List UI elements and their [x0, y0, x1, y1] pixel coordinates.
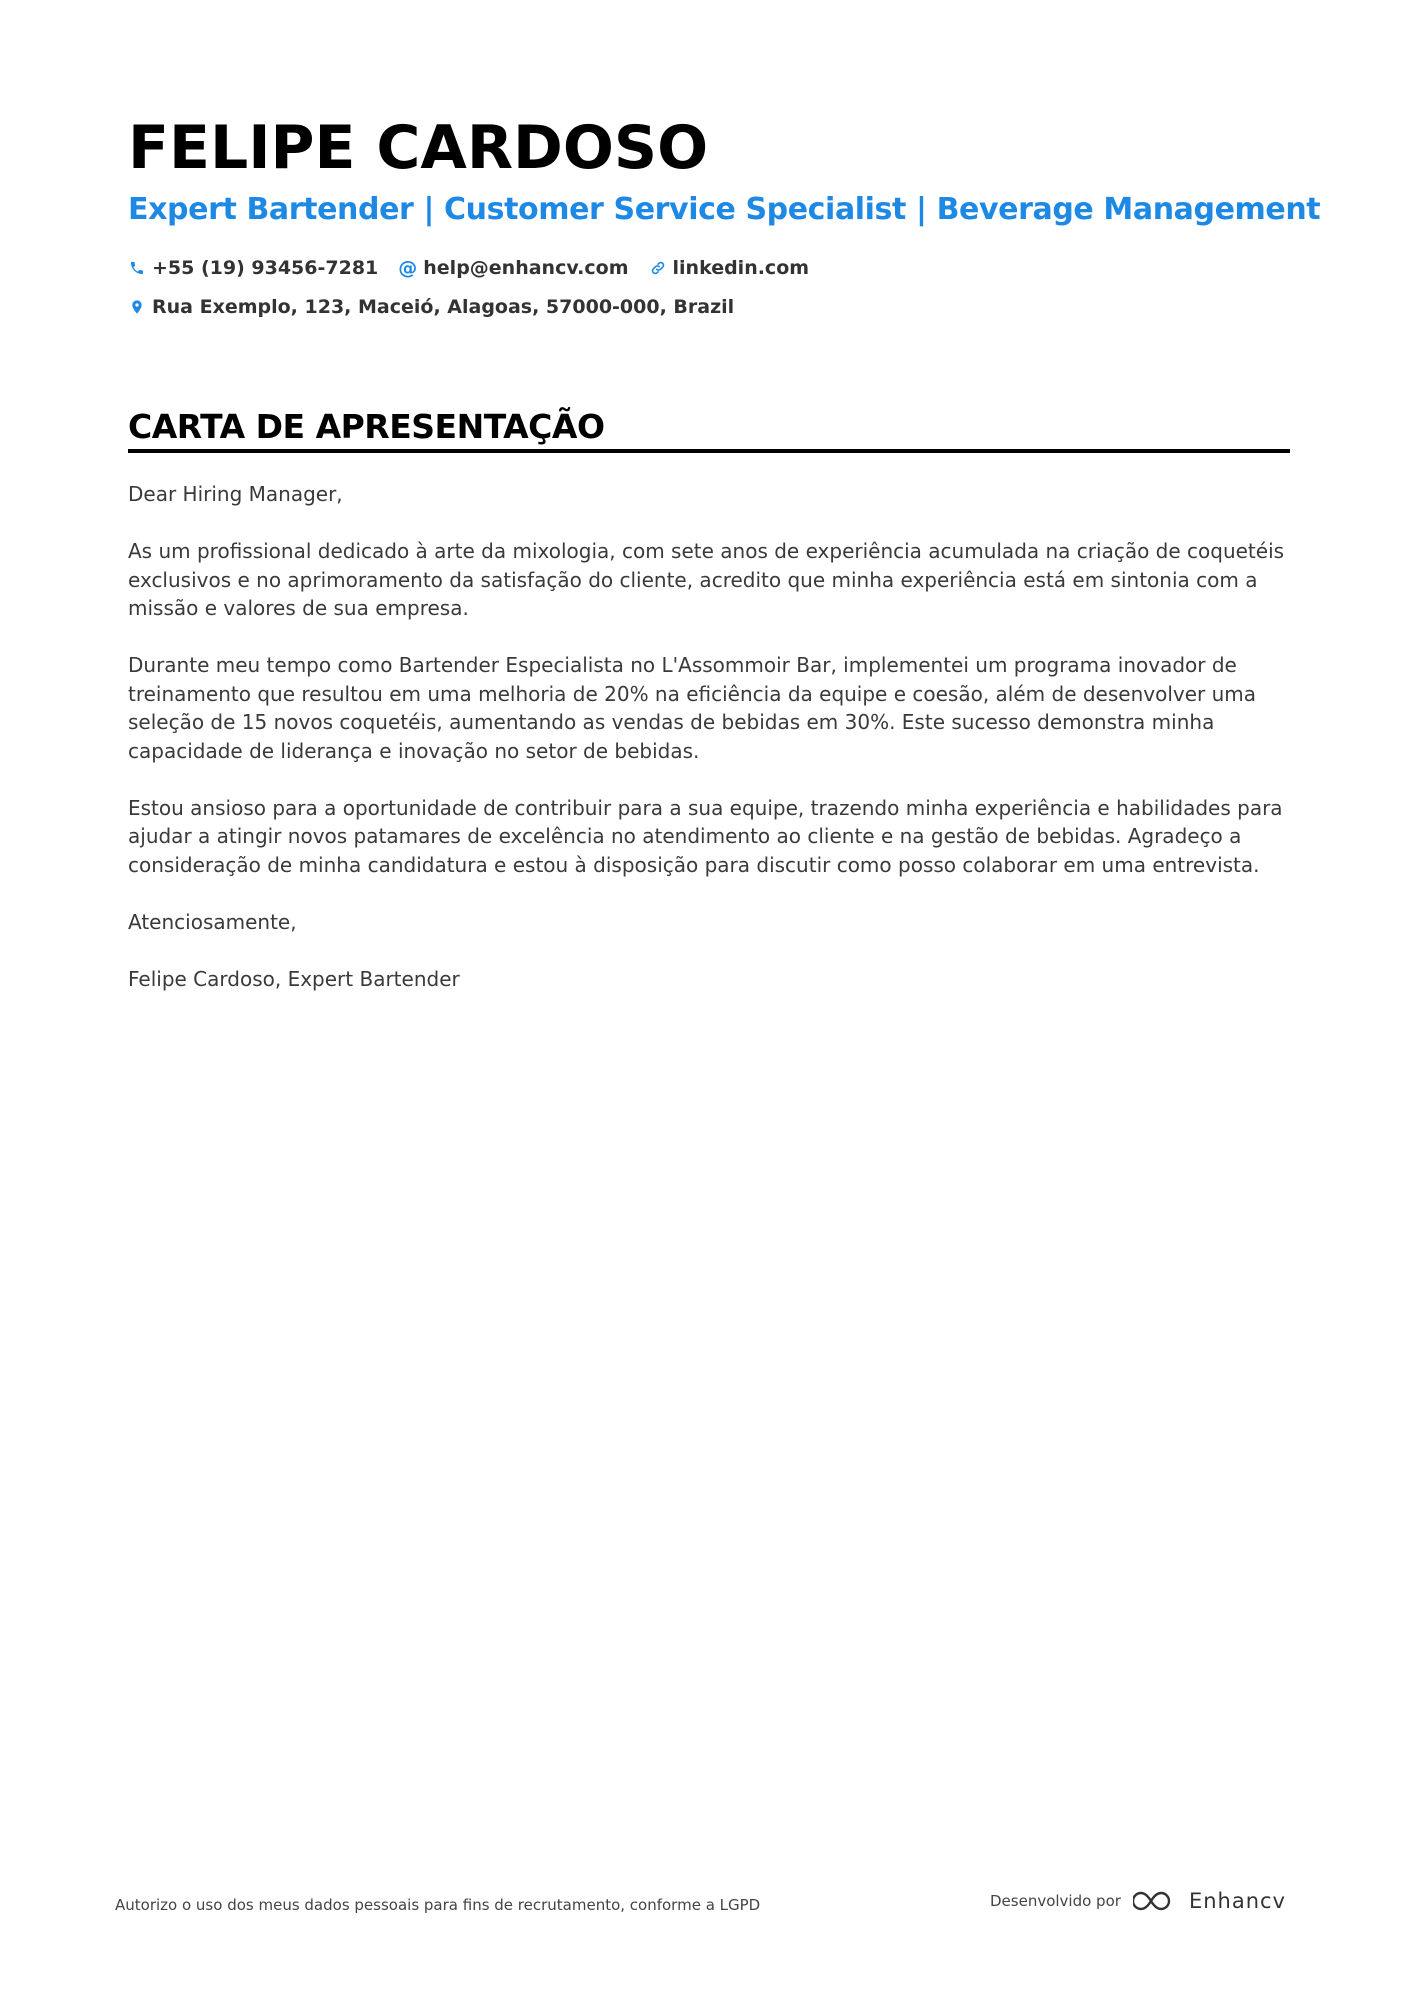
enhancv-logo-icon	[1133, 1888, 1177, 1914]
contact-email[interactable]	[398, 257, 628, 279]
location-pin-icon	[128, 298, 146, 316]
brand-name: Enhancv	[1188, 1889, 1286, 1913]
contact-row-address	[128, 293, 754, 321]
at-icon: @	[398, 257, 418, 279]
link-icon	[649, 259, 667, 277]
candidate-name: FELIPE CARDOSO	[128, 113, 709, 183]
consent-note: Autorizo o uso dos meus dados pessoais para fins de recrutamento, conforme a LGPD	[115, 1896, 761, 1914]
letter-paragraph-2: Durante meu tempo como Bartender Especialista no L'Assommoir Bar, implementei um programa inovador de treinamento que resultou em uma melhoria de 20% na eficiência da equipe e coesão, além de desenvolver uma seleção de 15 novos coquetéis, aumentando as vendas de bebidas em 30%. Este sucesso demonstra minha capacidade de liderança e inovação no setor de bebidas.	[128, 653, 1257, 763]
contact-address	[128, 296, 734, 318]
letter-closing: Atenciosamente,	[128, 909, 297, 934]
letter-body	[128, 480, 1290, 1022]
letter-greeting: Dear Hiring Manager,	[128, 482, 343, 506]
candidate-headline: Expert Bartender | Customer Service Specialist | Beverage Management	[128, 192, 1321, 227]
email-text: help@enhancv.com	[423, 257, 629, 279]
contact-row-primary	[128, 254, 829, 282]
linkedin-text: linkedin.com	[672, 257, 810, 279]
contact-linkedin[interactable]	[649, 257, 810, 279]
letter-signature: Felipe Cardoso, Expert Bartender	[128, 966, 460, 991]
contact-phone[interactable]	[128, 257, 378, 279]
phone-text: +55 (19) 93456-7281	[152, 257, 379, 279]
letter-paragraph-3: Estou ansioso para a oportunidade de contribuir para a sua equipe, trazendo minha experiência e habilidades para ajudar a atingir novos patamares de excelência no atendimento ao cliente e na gestão de bebidas. Agradeço a consideração de minha candidatura e estou à disposição para discutir como posso colaborar em uma entrevista.	[128, 795, 1283, 877]
phone-icon	[128, 259, 146, 277]
branding[interactable]	[990, 1888, 1286, 1914]
section-title: CARTA DE APRESENTAÇÃO	[128, 407, 605, 446]
address-text: Rua Exemplo, 123, Maceió, Alagoas, 57000-000, Brazil	[152, 296, 735, 318]
letter-paragraph-1: As um profissional dedicado à arte da mixologia, com sete anos de experiência acumulada na criação de coquetéis exclusivos e no aprimoramento da satisfação do cliente, acredito que minha experiência está em sintonia com a missão e valores de sua empresa.	[128, 539, 1285, 620]
powered-by-text: Desenvolvido por	[990, 1892, 1121, 1910]
section-divider	[128, 449, 1290, 453]
